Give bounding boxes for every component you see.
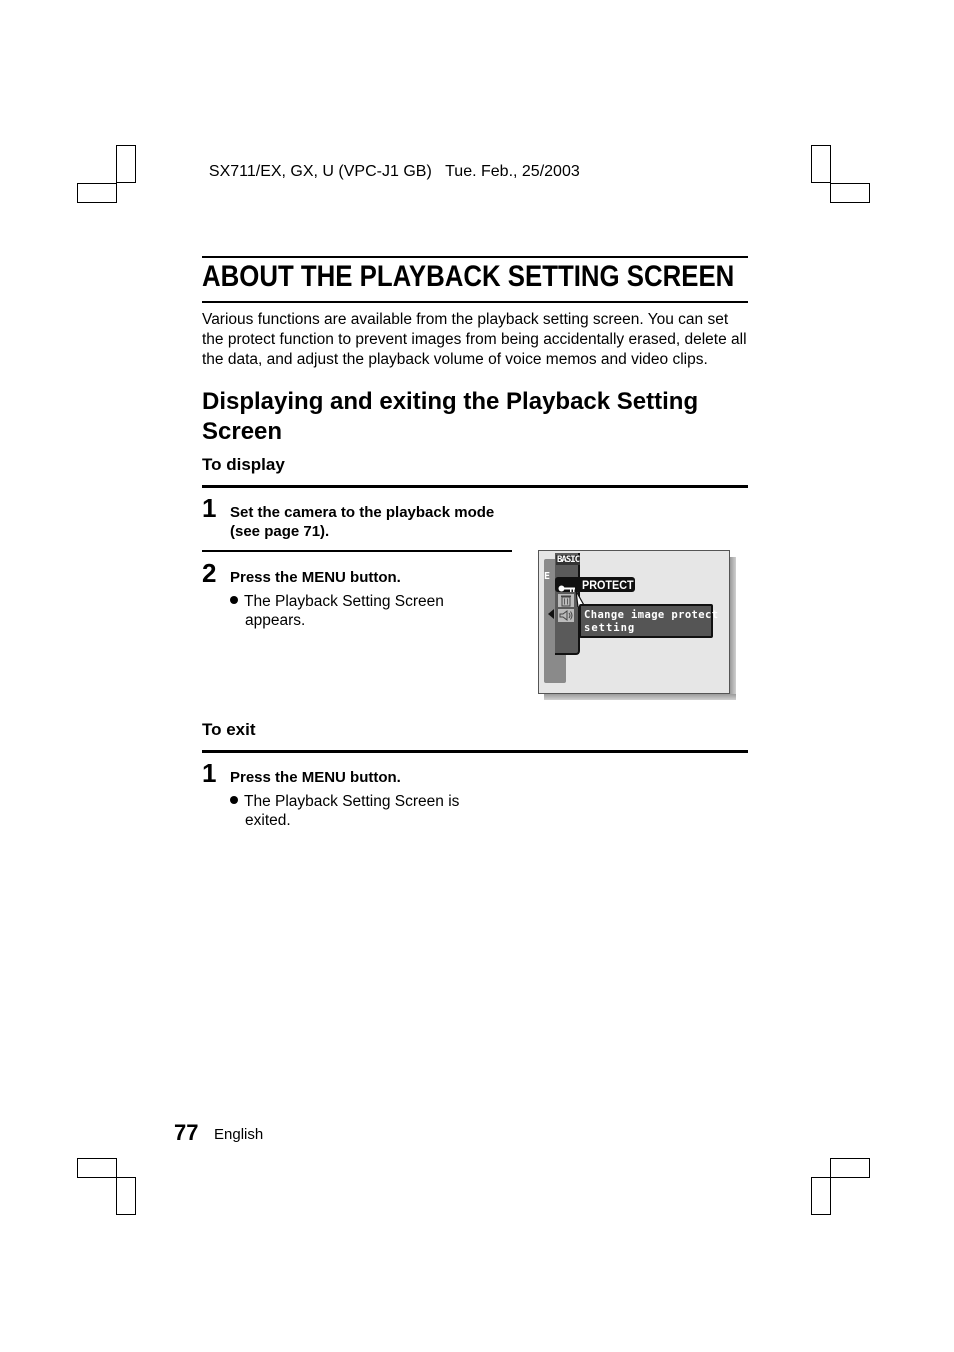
lcd-menu-protect: PROTECT	[582, 578, 634, 592]
step-divider	[202, 550, 512, 552]
page-number: 77	[174, 1120, 199, 1145]
to-display-heading: To display	[202, 455, 285, 474]
lcd-side-label: E	[544, 571, 551, 582]
display-step2-bullet-line2: appears.	[245, 612, 306, 629]
exit-step1-text: Press the MENU button.	[230, 769, 401, 786]
display-step1-line1: Set the camera to the playback mode	[230, 504, 495, 521]
crop-mark	[811, 145, 831, 183]
lcd-tooltip-line1: Change image protect	[584, 609, 719, 621]
to-exit-heading: To exit	[202, 720, 256, 739]
display-step2-bullet	[230, 592, 490, 630]
trash-icon	[558, 594, 574, 607]
bullet-dot	[230, 796, 238, 804]
lcd-tooltip-line2: setting	[584, 622, 636, 634]
footer-language: English	[214, 1126, 264, 1143]
crop-mark	[77, 1158, 117, 1178]
exit-step1-number: 1	[202, 758, 217, 788]
section-heading-line2: Screen	[202, 418, 283, 445]
display-step1-text	[230, 503, 494, 541]
intro-paragraph: Various functions are available from the playback setting screen. You can set the protect function to prevent images from being accidentally erased, delete all the data, and adjust the playback volume of voice memos and video clips.	[202, 311, 747, 368]
crop-mark	[811, 1177, 831, 1215]
lcd-tab-basic: BASIC	[557, 555, 580, 565]
crop-mark	[77, 183, 117, 203]
display-step1-number: 1	[202, 493, 217, 523]
to-display-rule	[202, 485, 748, 488]
lcd-left-arrow	[548, 609, 554, 619]
header-date: Tue. Feb., 25/2003	[445, 163, 580, 180]
title-rule-bottom	[202, 301, 748, 303]
exit-step1-bullet-line1: The Playback Setting Screen is	[244, 793, 460, 810]
to-exit-rule	[202, 750, 748, 753]
section-heading	[202, 387, 748, 447]
crop-mark	[116, 1177, 136, 1215]
page-title: ABOUT THE PLAYBACK SETTING SCREEN	[202, 260, 735, 293]
title-rule-top	[202, 256, 748, 258]
section-heading-line1: Displaying and exiting the Playback Setting	[202, 388, 699, 415]
display-step1-line2: (see page 71).	[230, 523, 330, 540]
exit-step1-bullet	[230, 792, 510, 830]
print-header	[200, 145, 580, 181]
exit-step1-bullet-line2: exited.	[245, 812, 291, 829]
lcd-screen-illustration	[538, 550, 730, 694]
crop-mark	[116, 145, 136, 183]
header-model: SX711/EX, GX, U (VPC-J1 GB)	[208, 163, 432, 180]
display-step2-number: 2	[202, 558, 217, 588]
crop-mark	[830, 183, 870, 203]
key-icon	[558, 580, 576, 589]
lcd-shadow	[544, 694, 736, 700]
lcd-shadow	[730, 557, 736, 700]
display-step2-bullet-line1: The Playback Setting Screen	[244, 593, 444, 610]
crop-mark	[830, 1158, 870, 1178]
bullet-dot	[230, 596, 238, 604]
display-step2-text: Press the MENU button.	[230, 569, 401, 586]
speaker-icon	[558, 609, 574, 622]
lcd-tooltip	[579, 604, 719, 638]
